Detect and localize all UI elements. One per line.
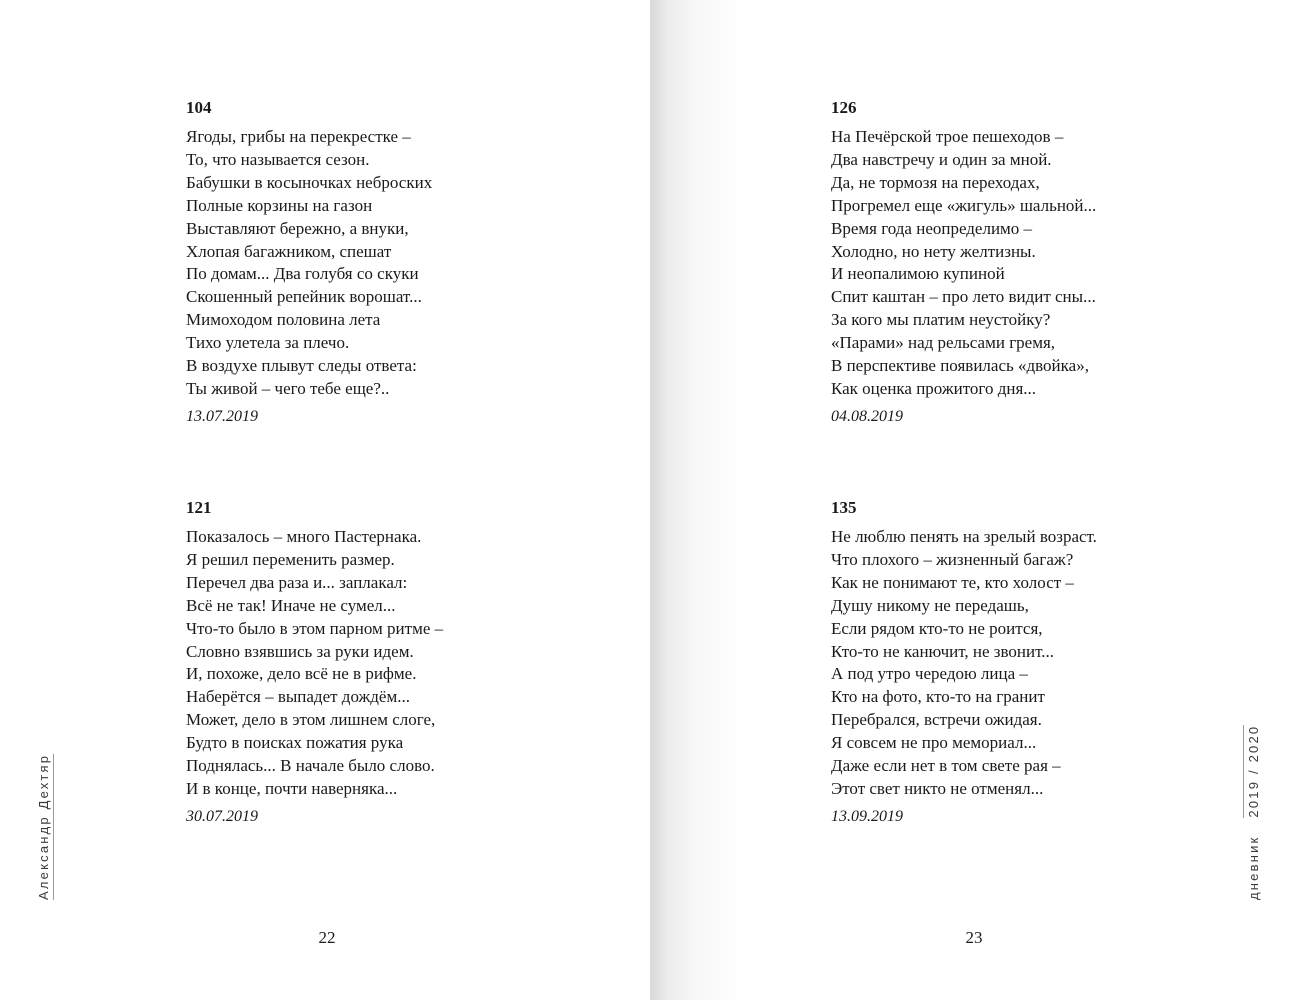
- poem-line: Ты живой – чего тебе еще?..: [186, 378, 390, 398]
- poem-line: Спит каштан – про лето видит сны...: [831, 287, 1096, 307]
- poem-line: В воздухе плывут следы ответа:: [186, 356, 417, 376]
- poem-line: За кого мы платим неустойку?: [831, 310, 1051, 330]
- poem-line: Будто в поисках пожатия рука: [186, 733, 404, 753]
- poem-line: Холодно, но нету желтизны.: [831, 241, 1036, 261]
- poem-line: Что-то было в этом парном ритме –: [186, 618, 444, 638]
- poem-number: 104: [186, 98, 212, 117]
- poem-line: Перебрался, встречи ожидая.: [831, 710, 1042, 730]
- poem-135: [831, 498, 1251, 827]
- poem-line: Хлопая багажником, спешат: [186, 241, 392, 261]
- poem-lines: [186, 526, 606, 801]
- poem-line: Этот свет никто не отменял...: [831, 778, 1044, 798]
- poem-line: Время года неопределимо –: [831, 218, 1033, 238]
- book-years-label: 2019 / 2020: [1243, 725, 1261, 818]
- poem-line: Душу никому не передашь,: [831, 595, 1029, 615]
- poem-line: Что плохого – жизненный багаж?: [831, 549, 1074, 569]
- poem-number: 121: [186, 498, 212, 517]
- page-number: 23: [965, 928, 983, 947]
- poem-line: Полные корзины на газон: [186, 195, 373, 215]
- poem-126: [831, 98, 1251, 427]
- poem-line: Ягоды, грибы на перекрестке –: [186, 127, 411, 146]
- poem-line: Показалось – много Пастернака.: [186, 527, 422, 546]
- poem-line: Бабушки в косыночках неброских: [186, 172, 433, 192]
- poem-line: Выставляют бережно, а внуки,: [186, 218, 409, 238]
- poem-lines: [831, 526, 1251, 801]
- poem-line: И, похоже, дело всё не в рифме.: [186, 664, 417, 684]
- poem-line: Даже если нет в том свете рая –: [831, 756, 1061, 776]
- poem-line: Да, не тормозя на переходах,: [831, 172, 1040, 192]
- poem-lines: [831, 126, 1251, 401]
- poem-line: Словно взявшись за руки идем.: [186, 641, 414, 661]
- poem-date: 13.07.2019: [186, 407, 258, 425]
- poem-line: Кто-то не канючит, не звонит...: [831, 641, 1055, 661]
- poem-line: По домам... Два голубя со скуки: [186, 264, 419, 284]
- book-running-head: [1243, 725, 1261, 900]
- poem-line: И в конце, почти наверняка...: [186, 778, 398, 798]
- poem-line: На Печёрской трое пешеходов –: [831, 127, 1064, 146]
- poem-number: 126: [831, 98, 857, 117]
- poem-date: 13.09.2019: [831, 807, 903, 825]
- poem-line: Скошенный репейник ворошат...: [186, 287, 422, 307]
- poem-line: Два навстречу и один за мной.: [831, 149, 1052, 169]
- right-page: [650, 0, 1300, 1000]
- poem-line: Как оценка прожитого дня...: [831, 378, 1037, 398]
- poem-121: [186, 498, 606, 827]
- poem-line: Мимоходом половина лета: [186, 310, 381, 330]
- poem-line: Я совсем не про мемориал...: [831, 733, 1037, 753]
- poem-line: Тихо улетела за плечо.: [186, 333, 350, 353]
- poem-line: То, что называется сезон.: [186, 149, 370, 169]
- poem-line: А под утро чередою лица –: [831, 664, 1028, 684]
- poem-104: [186, 98, 606, 427]
- poem-line: Если рядом кто-то не роится,: [831, 618, 1043, 638]
- poem-line: Кто на фото, кто-то на гранит: [831, 687, 1045, 707]
- poem-date: 04.08.2019: [831, 407, 903, 425]
- poem-line: Наберётся – выпадет дождём...: [186, 687, 410, 707]
- poem-date: 30.07.2019: [186, 807, 258, 825]
- book-title-label: дневник: [1246, 835, 1261, 900]
- poem-line: Не люблю пенять на зрелый возраст.: [831, 527, 1097, 546]
- poem-line: Как не понимают те, кто холост –: [831, 572, 1074, 592]
- poem-line: В перспективе появилась «двойка»,: [831, 356, 1089, 376]
- poem-lines: [186, 126, 606, 401]
- poem-number: 135: [831, 498, 857, 517]
- poem-line: Может, дело в этом лишнем слоге,: [186, 710, 436, 730]
- author-running-head: Александр Дехтяр: [36, 754, 54, 900]
- poem-line: Поднялась... В начале было слово.: [186, 756, 435, 776]
- poem-line: Я решил переменить размер.: [186, 549, 395, 569]
- poem-line: И неопалимою купиной: [831, 264, 1005, 284]
- poem-line: Всё не так! Иначе не сумел...: [186, 595, 396, 615]
- page-number: 22: [318, 928, 336, 947]
- poem-line: Перечел два раза и... заплакал:: [186, 572, 408, 592]
- poem-line: «Парами» над рельсами гремя,: [831, 333, 1056, 353]
- poem-line: Прогремел еще «жигуль» шальной...: [831, 195, 1097, 215]
